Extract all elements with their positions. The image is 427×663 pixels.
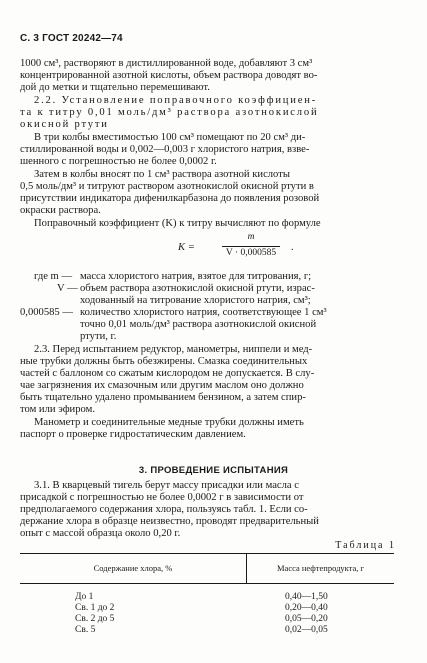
legend-text: количество хлористого натрия, соответствующее 1 см³: [80, 307, 327, 318]
section-heading-line: та к титру 0,01 моль/дм³ раствора азотнокислой: [20, 107, 319, 118]
text-line: опыт с массой образца около 0,20 г.: [20, 528, 181, 539]
text-line: присадкой с погрешностью не более 0,0002 г в зависимости от: [20, 492, 304, 503]
text-line: предполагаемого содержания хлора, пользуясь табл. 1. Если со-: [20, 504, 308, 515]
text-line: концентрированной азотной кислоты, объем раствора доводят во-: [20, 70, 318, 81]
section-heading-line: 2.2. Установление поправочного коэффициен-: [34, 95, 318, 106]
text-line: 0,5 моль/дм³ и титруют раствором азотнокислой окисной ртути в: [20, 181, 314, 192]
section-title: 3. ПРОВЕДЕНИЕ ИСПЫТАНИЯ: [138, 465, 289, 476]
table-header-chlorine: Содержание хлора, %: [93, 563, 173, 573]
formula-denominator: V · 0,000585: [225, 248, 277, 258]
table-cell: До 1: [75, 592, 94, 602]
text-line: чае загрязнения их смазочным или другим маслом оно должно: [20, 380, 304, 391]
text-line: стиллированной воды и 0,002—0,003 г хлористого натрия, взве-: [20, 144, 310, 155]
table-cell: Св. 5: [75, 625, 96, 635]
text-line: быть тщательно удалено промыванием бензином, а затем спир-: [20, 392, 306, 403]
text-line: Манометр и соединительные медные трубки должны иметь: [34, 417, 304, 428]
legend-symbol: где m —: [34, 271, 73, 282]
data-table: [20, 553, 394, 653]
table-cell: Св. 1 до 2: [75, 603, 115, 613]
legend-text: ходованный на титрование хлористого натрия, см³;: [80, 295, 311, 306]
formula-numerator: m: [247, 232, 255, 242]
text-line: держание хлора в образце неизвестно, проводят предварительный: [20, 516, 319, 527]
text-line: 2.3. Перед испытанием редуктор, манометры, ниппели и мед-: [34, 344, 313, 355]
table-cell: 0,05—0,20: [285, 614, 328, 624]
section-heading-line: окисной ртути: [20, 119, 109, 130]
formula-tail: .: [291, 242, 294, 253]
text-line: присутствии индикатора дифенилкарбазона до появления розовой: [20, 193, 320, 204]
legend-text: объем раствора азотнокислой окисной ртути, израс-: [80, 283, 315, 294]
page-header: С. 3 ГОСТ 20242—74: [20, 33, 123, 44]
formula: [178, 232, 308, 266]
legend-symbol: 0,000585 —: [20, 307, 73, 318]
table-cell: 0,02—0,05: [285, 625, 328, 635]
table-cell: 0,40—1,50: [285, 592, 328, 602]
text-line: окраски раствора.: [20, 205, 101, 216]
text-line: паспорт о проверке гидростатическим давлением.: [20, 429, 246, 440]
text-line: ные трубки должны быть обезжирены. Смазка соединительных: [20, 356, 308, 367]
table-cell: 0,20—0,40: [285, 603, 328, 613]
table-header-mass: Масса нефтепродукта, г: [276, 563, 365, 573]
legend-text: масса хлористого натрия, взятое для титрования, г;: [80, 271, 312, 282]
text-line: дой до метки и тщательно перемешивают.: [20, 82, 210, 93]
legend-text: ртути, г.: [80, 331, 117, 342]
text-line: шенного с погрешностью не более 0,0002 г.: [20, 156, 217, 167]
table-caption: Таблица 1: [335, 540, 396, 551]
formula-lhs: K =: [178, 242, 195, 253]
table-top-rule: [20, 553, 394, 554]
text-line: Поправочный коэффициент (K) к титру вычисляют по формуле: [34, 218, 321, 229]
text-line: В три колбы вместимостью 100 см³ помещают по 20 см³ ди-: [34, 132, 306, 143]
table-cell: Св. 2 до 5: [75, 614, 115, 624]
text-line: 3.1. В кварцевый тигель берут массу присадки или масла с: [34, 480, 299, 491]
legend-text: точно 0,01 моль/дм³ раствора азотнокислой окисной: [80, 319, 317, 330]
text-line: Затем в колбы вносят по 1 см³ раствора азотной кислоты: [34, 169, 290, 180]
text-line: том или эфиром.: [20, 404, 95, 415]
text-line: частей с баллоном со сжатым кислородом не допускается. В слу-: [20, 368, 315, 379]
legend-symbol: V —: [57, 283, 78, 294]
fraction-bar: [222, 246, 280, 247]
table-header-rule: [20, 583, 394, 584]
text-line: 1000 см³, растворяют в дистиллированной воде, добавляют 3 см³: [20, 58, 313, 69]
